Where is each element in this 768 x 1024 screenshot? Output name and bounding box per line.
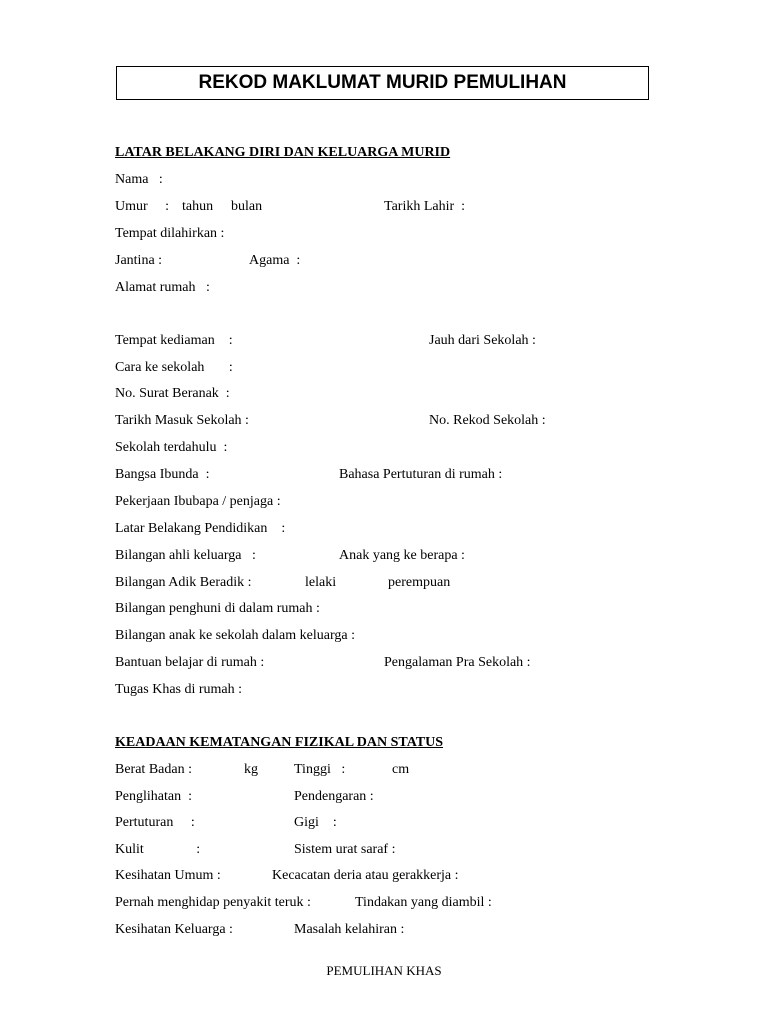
label-pendengaran: Pendengaran : [294, 789, 374, 804]
label-cara-ke-sekolah: Cara ke sekolah : [115, 360, 233, 375]
section-heading-background: LATAR BELAKANG DIRI DAN KELUARGA MURID [115, 145, 451, 160]
label-tarikh-masuk-sekolah: Tarikh Masuk Sekolah : [115, 413, 249, 428]
label-bantuan-belajar: Bantuan belajar di rumah : [115, 655, 265, 670]
section-heading-physical: KEADAAN KEMATANGAN FIZIKAL DAN STATUS [115, 735, 443, 750]
label-tarikh-lahir: Tarikh Lahir : [384, 199, 466, 214]
label-agama: Agama : [249, 253, 301, 268]
label-kesihatan-umum: Kesihatan Umum : [115, 868, 221, 883]
footer-text: PEMULIHAN KHAS [326, 963, 442, 978]
label-penglihatan: Penglihatan : [115, 789, 192, 804]
label-jantina: Jantina : [115, 253, 163, 268]
label-nama: Nama : [115, 172, 163, 187]
label-cm: cm [392, 762, 410, 777]
label-pengalaman-pra-sekolah: Pengalaman Pra Sekolah : [384, 655, 531, 670]
label-tindakan: Tindakan yang diambil : [355, 895, 492, 910]
label-alamat-rumah: Alamat rumah : [115, 280, 210, 295]
label-kecacatan: Kecacatan deria atau gerakkerja : [272, 868, 459, 883]
label-bilangan-ahli: Bilangan ahli keluarga : [115, 548, 256, 563]
label-kg: kg [244, 762, 258, 777]
label-jauh-dari-sekolah: Jauh dari Sekolah : [429, 333, 536, 348]
label-tempat-kediaman: Tempat kediaman : [115, 333, 233, 348]
label-penyakit-teruk: Pernah menghidap penyakit teruk : [115, 895, 311, 910]
label-umur: Umur : [115, 199, 170, 214]
label-tempat-dilahirkan: Tempat dilahirkan : [115, 226, 225, 241]
label-lelaki: lelaki [305, 575, 337, 590]
label-tinggi: Tinggi : [294, 762, 346, 777]
label-masalah-kelahiran: Masalah kelahiran : [294, 922, 405, 937]
page-title: REKOD MAKLUMAT MURID PEMULIHAN [198, 72, 567, 93]
label-bilangan-adik-beradik: Bilangan Adik Beradik : [115, 575, 252, 590]
title-box [116, 66, 649, 100]
label-sekolah-terdahulu: Sekolah terdahulu : [115, 440, 228, 455]
label-no-surat-beranak: No. Surat Beranak : [115, 386, 230, 401]
label-tugas-khas: Tugas Khas di rumah : [115, 682, 243, 697]
label-tahun: tahun [182, 199, 214, 214]
label-gigi: Gigi : [294, 815, 337, 830]
label-pekerjaan-ibubapa: Pekerjaan Ibubapa / penjaga : [115, 494, 281, 509]
label-bahasa-pertuturan: Bahasa Pertuturan di rumah : [339, 467, 503, 482]
label-kulit: Kulit : [115, 842, 201, 857]
label-no-rekod-sekolah: No. Rekod Sekolah : [429, 413, 546, 428]
label-perempuan: perempuan [388, 575, 451, 590]
label-bilangan-anak-sekolah: Bilangan anak ke sekolah dalam keluarga : [115, 628, 355, 643]
label-anak-ke-berapa: Anak yang ke berapa : [339, 548, 465, 563]
label-kesihatan-keluarga: Kesihatan Keluarga : [115, 922, 233, 937]
label-bilangan-penghuni: Bilangan penghuni di dalam rumah : [115, 601, 320, 616]
label-bangsa-ibunda: Bangsa Ibunda : [115, 467, 210, 482]
label-bulan: bulan [231, 199, 263, 214]
label-berat-badan: Berat Badan : [115, 762, 192, 777]
label-pertuturan: Pertuturan : [115, 815, 195, 830]
label-sistem-urat-saraf: Sistem urat saraf : [294, 842, 396, 857]
label-latar-pendidikan: Latar Belakang Pendidikan : [115, 521, 286, 536]
